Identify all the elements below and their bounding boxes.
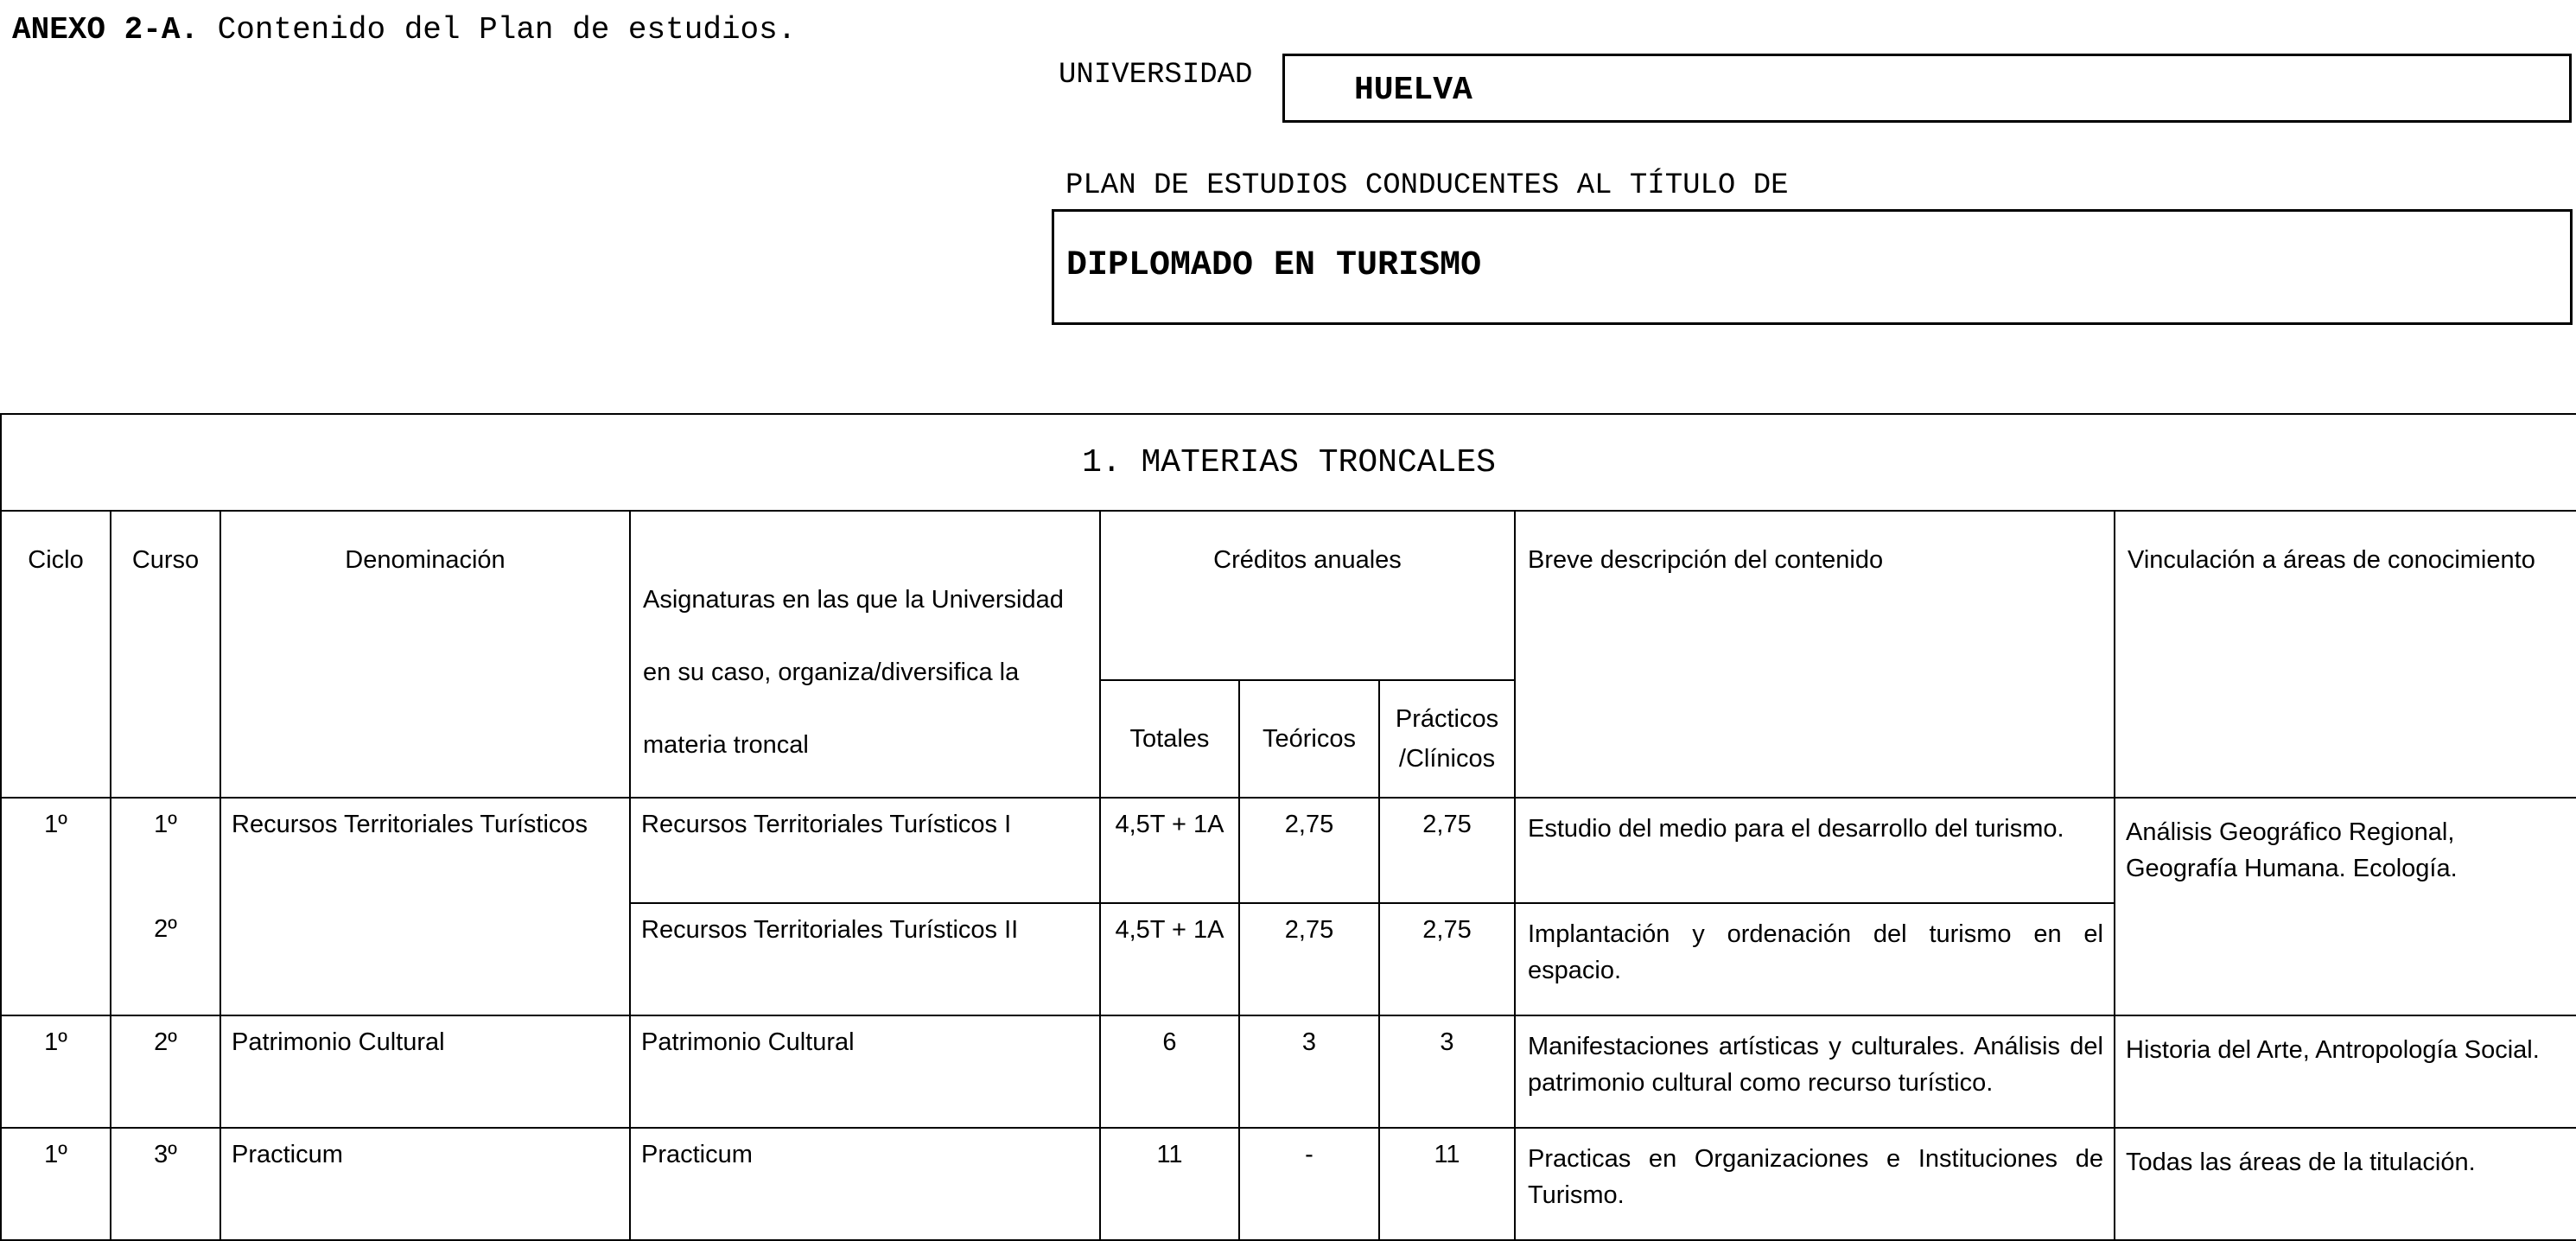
cell-asignatura: Practicum	[630, 1128, 1100, 1240]
university-value: HUELVA	[1354, 72, 1472, 109]
cell-totales: 6	[1100, 1015, 1239, 1128]
cell-ciclo: 1º	[1, 1128, 111, 1240]
col-header-descripcion: Breve descripción del contenido	[1515, 511, 2115, 798]
degree-title-box	[1052, 209, 2573, 325]
cell-curso: 1º	[111, 798, 220, 903]
plan-label: PLAN DE ESTUDIOS CONDUCENTES AL TÍTULO DE	[1065, 169, 1789, 202]
col-header-practicos: Prácticos /Clínicos	[1379, 680, 1515, 798]
col-header-ciclo: Ciclo	[1, 511, 111, 798]
cell-practicos: 11	[1379, 1128, 1515, 1240]
cell-totales: 11	[1100, 1128, 1239, 1240]
cell-practicos: 2,75	[1379, 798, 1515, 903]
table-row	[1, 1128, 2576, 1240]
cell-teoricos: -	[1239, 1128, 1379, 1240]
cell-practicos: 2,75	[1379, 903, 1515, 1015]
cell-practicos: 3	[1379, 1015, 1515, 1128]
cell-descripcion: Practicas en Organizaciones e Instituciones de Turismo.	[1515, 1128, 2115, 1240]
troncales-table	[0, 413, 2576, 1241]
cell-denominacion	[220, 903, 630, 1015]
col-header-asignaturas: Asignaturas en las que la Universidad en su caso, organiza/diversifica la materia troncal	[630, 511, 1100, 798]
university-label: UNIVERSIDAD	[1059, 59, 1253, 92]
cell-asignatura: Recursos Territoriales Turísticos I	[630, 798, 1100, 903]
cell-teoricos: 2,75	[1239, 798, 1379, 903]
annex-heading	[12, 12, 796, 48]
cell-ciclo	[1, 903, 111, 1015]
col-header-teoricos: Teóricos	[1239, 680, 1379, 798]
table-row	[1, 798, 2576, 903]
cell-areas: Todas las áreas de la titulación.	[2115, 1128, 2576, 1240]
section-title: 1. MATERIAS TRONCALES	[1, 414, 2576, 511]
cell-ciclo: 1º	[1, 1015, 111, 1128]
col-header-totales: Totales	[1100, 680, 1239, 798]
cell-curso: 2º	[111, 1015, 220, 1128]
col-header-curso: Curso	[111, 511, 220, 798]
cell-totales: 4,5T + 1A	[1100, 798, 1239, 903]
cell-teoricos: 2,75	[1239, 903, 1379, 1015]
col-header-creditos: Créditos anuales	[1100, 511, 1515, 680]
cell-asignatura: Patrimonio Cultural	[630, 1015, 1100, 1128]
degree-title: DIPLOMADO EN TURISMO	[1066, 246, 1482, 285]
cell-denominacion: Practicum	[220, 1128, 630, 1240]
cell-descripcion: Estudio del medio para el desarrollo del turismo.	[1515, 798, 2115, 903]
cell-totales: 4,5T + 1A	[1100, 903, 1239, 1015]
table-row	[1, 1015, 2576, 1128]
cell-asignatura: Recursos Territoriales Turísticos II	[630, 903, 1100, 1015]
cell-areas: Análisis Geográfico Regional, Geografía Humana. Ecología.	[2115, 798, 2576, 1015]
annex-label: ANEXO 2-A.	[12, 12, 200, 48]
university-box	[1282, 54, 2572, 123]
annex-text: Contenido del Plan de estudios.	[217, 12, 797, 48]
col-header-vinculacion: Vinculación a áreas de conocimiento	[2115, 511, 2576, 798]
cell-areas: Historia del Arte, Antropología Social.	[2115, 1015, 2576, 1128]
cell-denominacion: Patrimonio Cultural	[220, 1015, 630, 1128]
cell-teoricos: 3	[1239, 1015, 1379, 1128]
cell-denominacion: Recursos Territoriales Turísticos	[220, 798, 630, 903]
cell-ciclo: 1º	[1, 798, 111, 903]
col-header-denominacion: Denominación	[220, 511, 630, 798]
cell-descripcion: Implantación y ordenación del turismo en el espacio.	[1515, 903, 2115, 1015]
cell-descripcion: Manifestaciones artísticas y culturales. Análisis del patrimonio cultural como recurso turístico.	[1515, 1015, 2115, 1128]
cell-curso: 2º	[111, 903, 220, 1015]
cell-curso: 3º	[111, 1128, 220, 1240]
